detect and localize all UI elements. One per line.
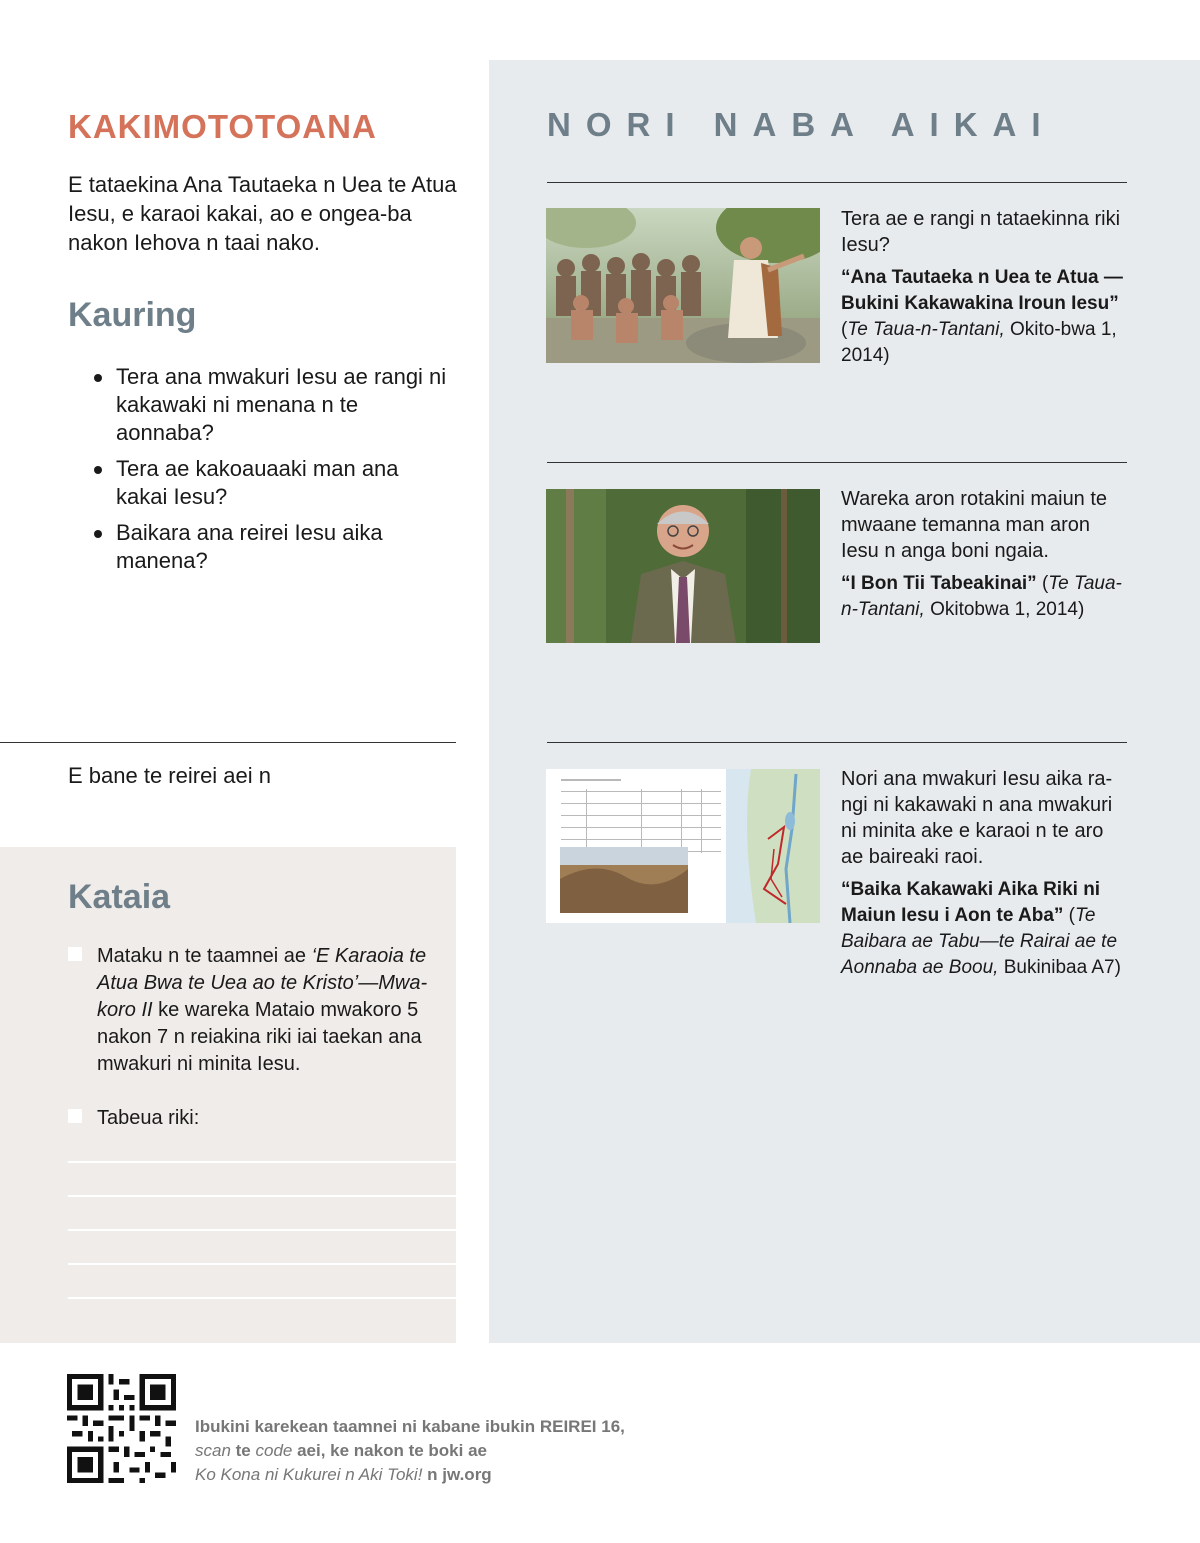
jesus-teaching-image[interactable]: [546, 208, 820, 363]
activity-title: Kataia: [68, 878, 171, 916]
task-checkbox-item: [68, 1105, 448, 1132]
review-item: Tera ana mwakuri Iesu ae rangi ni kakawaki ni menana n te aonnaba?: [90, 363, 450, 447]
summary-text: E tataekina Ana Tautaeka n Uea te Atua Iesu, e karaoi kakai, ao e ongea-ba nakon Iehova n taai nako.: [68, 172, 457, 255]
reference-question: Wareka aron rotakini maiun te mwaane temanna man aron Iesu n anga boni ngaia.: [841, 488, 1108, 562]
divider: [547, 462, 1127, 463]
writing-line[interactable]: [68, 1297, 456, 1299]
divider: [547, 182, 1127, 183]
qr-code-icon[interactable]: [67, 1374, 176, 1483]
reference-item: [841, 206, 1131, 369]
divider: [0, 742, 456, 743]
writing-line[interactable]: [68, 1161, 456, 1163]
man-portrait-image[interactable]: [546, 489, 820, 643]
reference-title: “Baika Kakawaki Aika Riki ni Maiun Iesu i Aon te Aba”: [841, 879, 1101, 926]
checkbox[interactable]: [68, 947, 82, 961]
explore-title: NORI NABA AIKAI: [547, 106, 1056, 143]
map-timeline-image[interactable]: [546, 769, 820, 923]
reference-question: Tera ae e rangi n tataekinna riki Iesu?: [841, 208, 1121, 256]
task-checkbox-item: [68, 943, 448, 1078]
reference-source[interactable]: “Baika Kakawaki Aika Riki ni Maiun Iesu i Aon te Aba” (Te Baibara ae Tabu—te Rairai ae te Aonnaba ae Boou, Bukinibaa A7): [841, 879, 1121, 978]
review-title: Kauring: [68, 296, 197, 334]
reference-question: Nori ana mwakuri Iesu aika ra-ngi ni kakawaki n ana mwakuri ni minita ake e karaoi n te aro ae baireaki raoi.: [841, 768, 1113, 868]
reference-title: “Ana Tautaeka n Uea te Atua —Bukini Kakawakina Iroun Iesu”: [841, 267, 1123, 314]
review-list: [90, 363, 450, 583]
writing-line[interactable]: [68, 1195, 456, 1197]
goal-text: E bane te reirei aei n: [68, 763, 272, 788]
reference-item: [841, 486, 1131, 623]
footer-text: Ibukini karekean taamnei ni kabane ibukin REIREI 16, scan te code aei, ke nakon te boki ae Ko Kona ni Kukurei n Aki Toki! n jw.org: [195, 1417, 625, 1484]
review-item: Baikara ana reirei Iesu aika manena?: [90, 519, 450, 575]
review-item: Tera ae kakoauaaki man ana kakai Iesu?: [90, 455, 450, 511]
reference-item: [841, 766, 1131, 981]
reference-source[interactable]: “I Bon Tii Tabeakinai” (Te Taua-n-Tantani, Okitobwa 1, 2014): [841, 573, 1122, 620]
writing-line[interactable]: [68, 1229, 456, 1231]
summary-title: KAKIMOTOTOANA: [68, 108, 377, 145]
reference-source[interactable]: “Ana Tautaeka n Uea te Atua —Bukini Kakawakina Iroun Iesu” (Te Taua-n-Tantani, Okito-bwa 1, 2014): [841, 267, 1123, 366]
task-text: Tabeua riki:: [97, 1107, 200, 1129]
reference-title: “I Bon Tii Tabeakinai”: [841, 573, 1037, 594]
divider: [547, 742, 1127, 743]
writing-line[interactable]: [68, 1263, 456, 1265]
checkbox[interactable]: [68, 1109, 82, 1123]
activity-panel: [0, 847, 456, 1343]
task-text: Mataku n te taamnei ae ‘E Karaoia te Atua Bwa te Uea ao te Kristo’—Mwa-koro II ke wareka Mataio mwakoro 5 nakon 7 n reiakina riki iai taekan ana mwakuri ni minita Iesu.: [97, 945, 428, 1075]
